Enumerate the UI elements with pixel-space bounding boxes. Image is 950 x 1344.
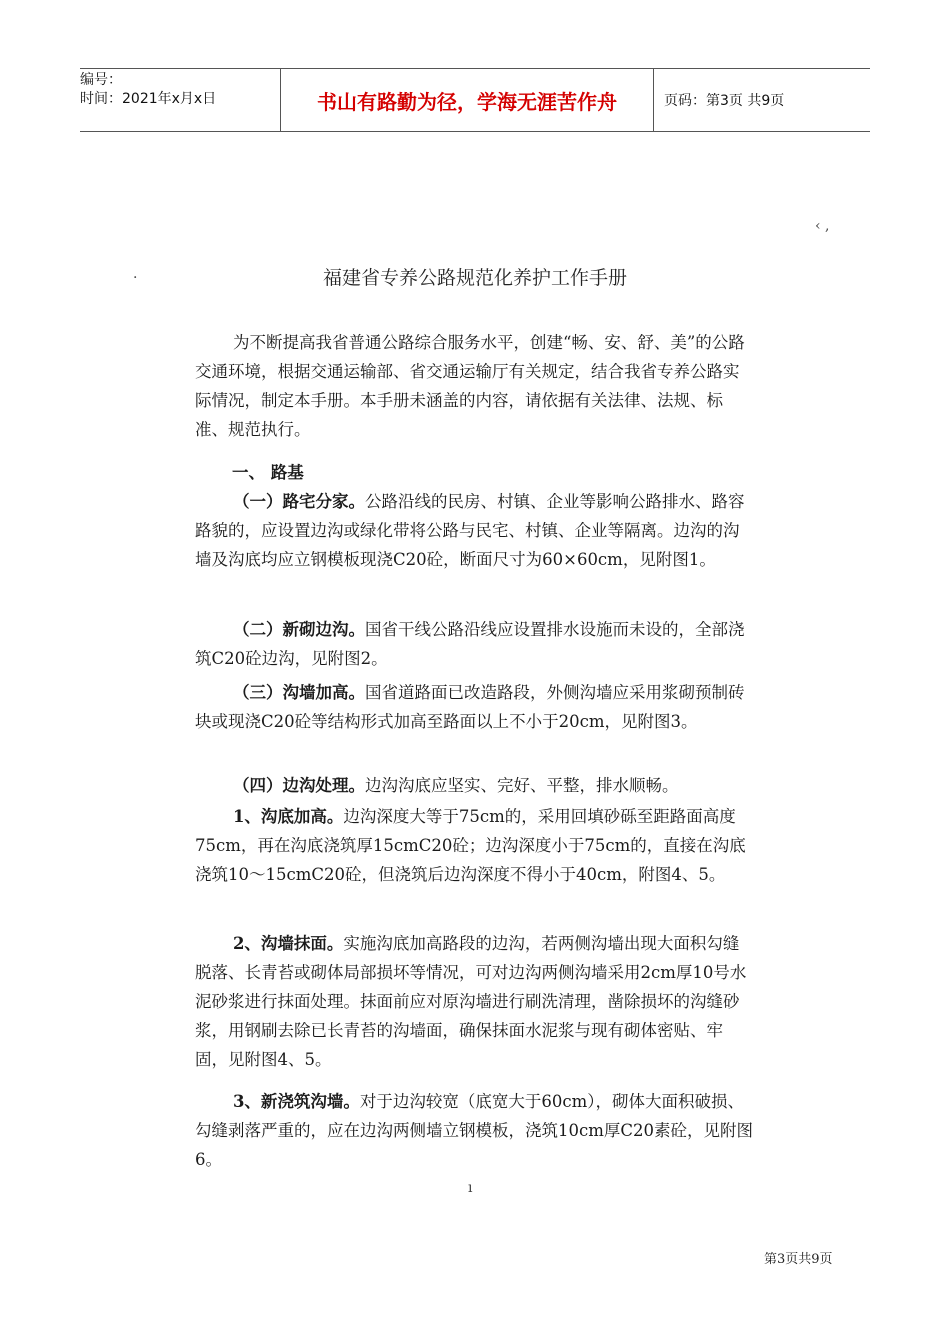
item-text: 实施沟底加高路段的边沟，若两侧沟墙出现大面积勾缝脱落、长青苔或砌体局部损坏等情况，可对边沟两侧沟墙采用2cm厚10号水泥砂浆进行抹面处理。抹面前应对原沟墙进行刷洗清理，凿除损坏的沟缝砂浆，用钢刷去除已长青苔的沟墙面，确保抹面水泥浆与现有砌体密贴、牢固，见附图4、5。 [195,934,747,1069]
item-text: 边沟沟底应坚实、完好、平整，排水顺畅。 [364,776,679,795]
item-paragraph [195,615,755,673]
document-title: 福建省专养公路规范化养护工作手册 [322,267,627,289]
item-text: 国省干线公路沿线应设置排水设施而未设的，全部浇筑C20砼边沟，见附图2。 [195,620,745,668]
item-text: 国省道路面已改造路段，外侧沟墙应采用浆砌预制砖块或现浇C20砼等结构形式加高至路面以上不小于20cm，见附图3。 [195,683,745,731]
item-heading: （一）路宅分家。 [232,492,365,511]
item-heading: 3、新浇筑沟墙。 [232,1092,360,1111]
time-label: 时间：2021年x月x日 [80,91,217,107]
item-text: 公路沿线的民房、村镇、企业等影响公路排水、路容路貌的，应设置边沟或绿化带将公路与民宅、村镇、企业等隔离。边沟的沟墙及沟底均应立钢模板现浇C20砼，断面尺寸为60×60cm，见附图1。 [195,492,745,569]
page-header [80,68,870,132]
item-text: 边沟深度大等于75cm的，采用回填砂砾至距路面高度75cm，再在沟底浇筑厚15cmC20砼；边沟深度小于75cm的，直接在沟底浇筑10～15cmC20砼，但浇筑后边沟深度不得小于40cm，附图4、5。 [195,807,746,884]
intro-paragraph: 为不断提高我省普通公路综合服务水平，创建“畅、安、舒、美”的公路交通环境，根据交通运输部、省交通运输厅有关规定，结合我省专养公路实际情况，制定本手册。本手册未涵盖的内容，请依据有关法律、法规、标准、规范执行。 [195,333,745,439]
item-heading: 2、沟墙抹面。 [232,934,344,953]
scan-dot: · [133,270,138,286]
item-paragraph [195,929,755,1074]
item-heading: （二）新砌边沟。 [232,620,365,639]
scan-tick: ı [468,1180,473,1196]
item-text: 对于边沟较宽（底宽大于60cm），砌体大面积破损、勾缝剥落严重的，应在边沟两侧墙立钢模板，浇筑10cm厚C20素砼，见附图6。 [195,1092,754,1169]
item-paragraph [195,1087,755,1174]
number-label: 编号： [80,72,122,88]
header-motto: 书山有路勤为径，学海无涯苦作舟 [280,69,654,131]
header-page-info: 页码：第3页 共9页 [664,93,785,109]
item-paragraph [195,678,755,736]
item-heading: （三）沟墙加高。 [232,683,365,702]
item-paragraph [195,487,755,574]
scan-mark: ‹ , [815,218,830,234]
header-meta [80,69,280,131]
section-heading: 一、 路基 [232,463,304,482]
item-heading: （四）边沟处理。 [232,776,365,795]
item-heading: 1、沟底加高。 [232,807,344,826]
item-paragraph [195,771,755,800]
item-paragraph [195,802,755,889]
page-footer: 第3页共9页 [764,1252,833,1267]
